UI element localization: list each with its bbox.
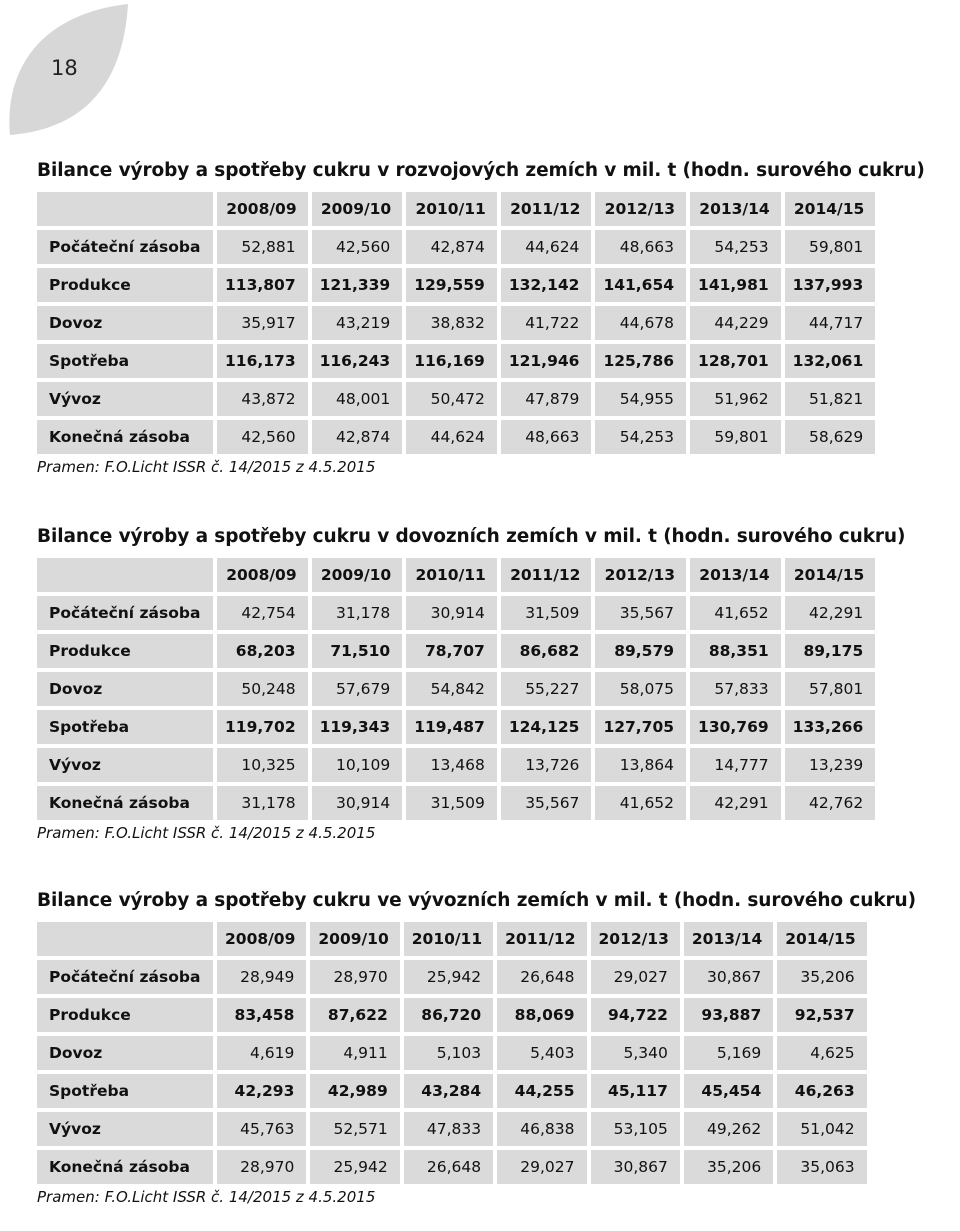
- table-cell: 42,874: [312, 420, 403, 454]
- table-cell: 83,458: [217, 998, 306, 1032]
- table-cell: 44,678: [595, 306, 686, 340]
- row-label: Dovoz: [37, 306, 213, 340]
- table-row: [37, 420, 875, 454]
- column-header: 2008/09: [217, 922, 306, 956]
- balance-table-developing: [33, 188, 879, 458]
- header-corner: [37, 922, 213, 956]
- column-header: 2011/12: [497, 922, 586, 956]
- table-cell: 41,722: [501, 306, 592, 340]
- column-header: 2014/15: [785, 192, 876, 226]
- row-label: Spotřeba: [37, 344, 213, 378]
- table-cell: 26,648: [497, 960, 586, 994]
- table-cell: 35,206: [684, 1150, 773, 1184]
- table-cell: 43,284: [404, 1074, 493, 1108]
- table-cell: 86,682: [501, 634, 592, 668]
- table-cell: 5,103: [404, 1036, 493, 1070]
- column-header: 2013/14: [684, 922, 773, 956]
- table-cell: 141,654: [595, 268, 686, 302]
- table-row: [37, 1074, 867, 1108]
- table-cell: 54,253: [690, 230, 781, 264]
- table-cell: 125,786: [595, 344, 686, 378]
- table-cell: 4,911: [310, 1036, 399, 1070]
- table-cell: 54,842: [406, 672, 497, 706]
- table-cell: 44,624: [501, 230, 592, 264]
- table-cell: 42,762: [785, 786, 876, 820]
- table-cell: 57,833: [690, 672, 781, 706]
- table-cell: 50,472: [406, 382, 497, 416]
- table-cell: 93,887: [684, 998, 773, 1032]
- table-cell: 35,567: [595, 596, 686, 630]
- table-cell: 44,229: [690, 306, 781, 340]
- column-header: 2009/10: [312, 192, 403, 226]
- table-row: [37, 1112, 867, 1146]
- row-label: Spotřeba: [37, 710, 213, 744]
- table-cell: 141,981: [690, 268, 781, 302]
- table-cell: 4,625: [777, 1036, 866, 1070]
- table-cell: 47,833: [404, 1112, 493, 1146]
- table-cell: 52,881: [217, 230, 308, 264]
- table-cell: 29,027: [497, 1150, 586, 1184]
- table-title: Bilance výroby a spotřeby cukru v dovozních zemích v mil. t (hodn. surového cukru): [37, 526, 906, 547]
- table-cell: 121,339: [312, 268, 403, 302]
- table-cell: 59,801: [690, 420, 781, 454]
- column-header: 2008/09: [217, 192, 308, 226]
- balance-table-importing: [33, 554, 879, 824]
- table-cell: 25,942: [310, 1150, 399, 1184]
- table-cell: 30,914: [312, 786, 403, 820]
- table-cell: 41,652: [595, 786, 686, 820]
- table-cell: 46,838: [497, 1112, 586, 1146]
- row-label: Produkce: [37, 268, 213, 302]
- table-cell: 28,970: [310, 960, 399, 994]
- table-cell: 31,178: [312, 596, 403, 630]
- column-header: 2013/14: [690, 558, 781, 592]
- table-cell: 35,206: [777, 960, 866, 994]
- column-header: 2013/14: [690, 192, 781, 226]
- table-cell: 5,169: [684, 1036, 773, 1070]
- table-cell: 89,579: [595, 634, 686, 668]
- column-header: 2010/11: [406, 558, 497, 592]
- table-section-importing: [37, 524, 951, 843]
- table-cell: 42,989: [310, 1074, 399, 1108]
- table-section-exporting: [37, 888, 951, 1207]
- table-cell: 57,679: [312, 672, 403, 706]
- table-row: [37, 998, 867, 1032]
- table-cell: 92,537: [777, 998, 866, 1032]
- table-cell: 132,142: [501, 268, 592, 302]
- table-cell: 128,701: [690, 344, 781, 378]
- table-cell: 89,175: [785, 634, 876, 668]
- table-row: [37, 230, 875, 264]
- row-label: Spotřeba: [37, 1074, 213, 1108]
- table-cell: 31,178: [217, 786, 308, 820]
- table-cell: 10,325: [217, 748, 308, 782]
- table-section-developing: [37, 158, 951, 477]
- table-cell: 88,069: [497, 998, 586, 1032]
- table-cell: 44,624: [406, 420, 497, 454]
- table-cell: 48,001: [312, 382, 403, 416]
- table-cell: 30,867: [684, 960, 773, 994]
- table-cell: 87,622: [310, 998, 399, 1032]
- balance-table-exporting: [33, 918, 871, 1188]
- row-label: Počáteční zásoba: [37, 230, 213, 264]
- row-label: Vývoz: [37, 1112, 213, 1146]
- table-row: [37, 672, 875, 706]
- column-header: 2009/10: [310, 922, 399, 956]
- column-header: 2011/12: [501, 192, 592, 226]
- table-cell: 119,343: [312, 710, 403, 744]
- table-cell: 52,571: [310, 1112, 399, 1146]
- table-cell: 43,219: [312, 306, 403, 340]
- row-label: Konečná zásoba: [37, 1150, 213, 1184]
- row-label: Vývoz: [37, 748, 213, 782]
- table-row: [37, 1036, 867, 1070]
- table-cell: 132,061: [785, 344, 876, 378]
- table-cell: 14,777: [690, 748, 781, 782]
- table-cell: 124,125: [501, 710, 592, 744]
- table-row: [37, 710, 875, 744]
- table-cell: 50,248: [217, 672, 308, 706]
- row-label: Produkce: [37, 998, 213, 1032]
- header-corner: [37, 558, 213, 592]
- table-cell: 42,874: [406, 230, 497, 264]
- table-cell: 121,946: [501, 344, 592, 378]
- table-cell: 42,754: [217, 596, 308, 630]
- table-cell: 4,619: [217, 1036, 306, 1070]
- column-header: 2010/11: [406, 192, 497, 226]
- table-cell: 116,169: [406, 344, 497, 378]
- table-cell: 51,962: [690, 382, 781, 416]
- table-cell: 30,914: [406, 596, 497, 630]
- row-label: Vývoz: [37, 382, 213, 416]
- table-cell: 45,117: [591, 1074, 680, 1108]
- table-cell: 41,652: [690, 596, 781, 630]
- table-cell: 42,560: [312, 230, 403, 264]
- row-label: Dovoz: [37, 1036, 213, 1070]
- table-cell: 71,510: [312, 634, 403, 668]
- table-cell: 42,291: [785, 596, 876, 630]
- table-cell: 116,243: [312, 344, 403, 378]
- table-cell: 133,266: [785, 710, 876, 744]
- table-cell: 42,291: [690, 786, 781, 820]
- table-cell: 58,629: [785, 420, 876, 454]
- table-cell: 29,027: [591, 960, 680, 994]
- table-row: [37, 344, 875, 378]
- table-row: [37, 634, 875, 668]
- table-cell: 44,717: [785, 306, 876, 340]
- table-cell: 46,263: [777, 1074, 866, 1108]
- table-cell: 137,993: [785, 268, 876, 302]
- table-cell: 57,801: [785, 672, 876, 706]
- source-note: Pramen: F.O.Licht ISSR č. 14/2015 z 4.5.2015: [37, 458, 376, 476]
- table-cell: 53,105: [591, 1112, 680, 1146]
- table-cell: 5,340: [591, 1036, 680, 1070]
- table-cell: 116,173: [217, 344, 308, 378]
- table-cell: 48,663: [595, 230, 686, 264]
- table-cell: 86,720: [404, 998, 493, 1032]
- header-row: [37, 192, 875, 226]
- row-label: Počáteční zásoba: [37, 596, 213, 630]
- table-cell: 78,707: [406, 634, 497, 668]
- table-cell: 13,468: [406, 748, 497, 782]
- header-row: [37, 558, 875, 592]
- table-cell: 59,801: [785, 230, 876, 264]
- table-row: [37, 596, 875, 630]
- table-cell: 43,872: [217, 382, 308, 416]
- table-row: [37, 748, 875, 782]
- table-cell: 28,949: [217, 960, 306, 994]
- column-header: 2012/13: [595, 192, 686, 226]
- source-note: Pramen: F.O.Licht ISSR č. 14/2015 z 4.5.2015: [37, 1188, 376, 1206]
- table-cell: 68,203: [217, 634, 308, 668]
- table-cell: 51,821: [785, 382, 876, 416]
- table-cell: 47,879: [501, 382, 592, 416]
- column-header: 2011/12: [501, 558, 592, 592]
- table-cell: 45,763: [217, 1112, 306, 1146]
- column-header: 2012/13: [591, 922, 680, 956]
- column-header: 2014/15: [777, 922, 866, 956]
- table-cell: 127,705: [595, 710, 686, 744]
- table-cell: 42,293: [217, 1074, 306, 1108]
- page-number: 18: [51, 56, 78, 80]
- column-header: 2008/09: [217, 558, 308, 592]
- table-cell: 35,567: [501, 786, 592, 820]
- row-label: Produkce: [37, 634, 213, 668]
- table-cell: 94,722: [591, 998, 680, 1032]
- table-cell: 31,509: [501, 596, 592, 630]
- table-cell: 28,970: [217, 1150, 306, 1184]
- table-cell: 13,864: [595, 748, 686, 782]
- table-cell: 48,663: [501, 420, 592, 454]
- row-label: Konečná zásoba: [37, 786, 213, 820]
- table-cell: 5,403: [497, 1036, 586, 1070]
- table-cell: 45,454: [684, 1074, 773, 1108]
- column-header: 2014/15: [785, 558, 876, 592]
- table-row: [37, 382, 875, 416]
- table-cell: 13,239: [785, 748, 876, 782]
- table-row: [37, 786, 875, 820]
- table-cell: 25,942: [404, 960, 493, 994]
- table-cell: 119,487: [406, 710, 497, 744]
- table-cell: 49,262: [684, 1112, 773, 1146]
- table-title: Bilance výroby a spotřeby cukru v rozvojových zemích v mil. t (hodn. surového cukru): [37, 160, 925, 181]
- table-cell: 42,560: [217, 420, 308, 454]
- table-cell: 31,509: [406, 786, 497, 820]
- table-cell: 54,253: [595, 420, 686, 454]
- table-cell: 129,559: [406, 268, 497, 302]
- column-header: 2012/13: [595, 558, 686, 592]
- table-cell: 13,726: [501, 748, 592, 782]
- table-cell: 35,917: [217, 306, 308, 340]
- row-label: Dovoz: [37, 672, 213, 706]
- table-cell: 130,769: [690, 710, 781, 744]
- table-cell: 119,702: [217, 710, 308, 744]
- table-cell: 30,867: [591, 1150, 680, 1184]
- table-cell: 54,955: [595, 382, 686, 416]
- table-cell: 26,648: [404, 1150, 493, 1184]
- table-cell: 10,109: [312, 748, 403, 782]
- row-label: Konečná zásoba: [37, 420, 213, 454]
- table-row: [37, 960, 867, 994]
- table-cell: 113,807: [217, 268, 308, 302]
- column-header: 2009/10: [312, 558, 403, 592]
- table-cell: 35,063: [777, 1150, 866, 1184]
- table-cell: 88,351: [690, 634, 781, 668]
- table-row: [37, 306, 875, 340]
- table-row: [37, 1150, 867, 1184]
- table-title: Bilance výroby a spotřeby cukru ve vývozních zemích v mil. t (hodn. surového cukru): [37, 890, 916, 911]
- header-corner: [37, 192, 213, 226]
- table-cell: 55,227: [501, 672, 592, 706]
- column-header: 2010/11: [404, 922, 493, 956]
- table-cell: 44,255: [497, 1074, 586, 1108]
- source-note: Pramen: F.O.Licht ISSR č. 14/2015 z 4.5.2015: [37, 824, 376, 842]
- table-row: [37, 268, 875, 302]
- header-row: [37, 922, 867, 956]
- table-cell: 38,832: [406, 306, 497, 340]
- table-cell: 51,042: [777, 1112, 866, 1146]
- row-label: Počáteční zásoba: [37, 960, 213, 994]
- table-cell: 58,075: [595, 672, 686, 706]
